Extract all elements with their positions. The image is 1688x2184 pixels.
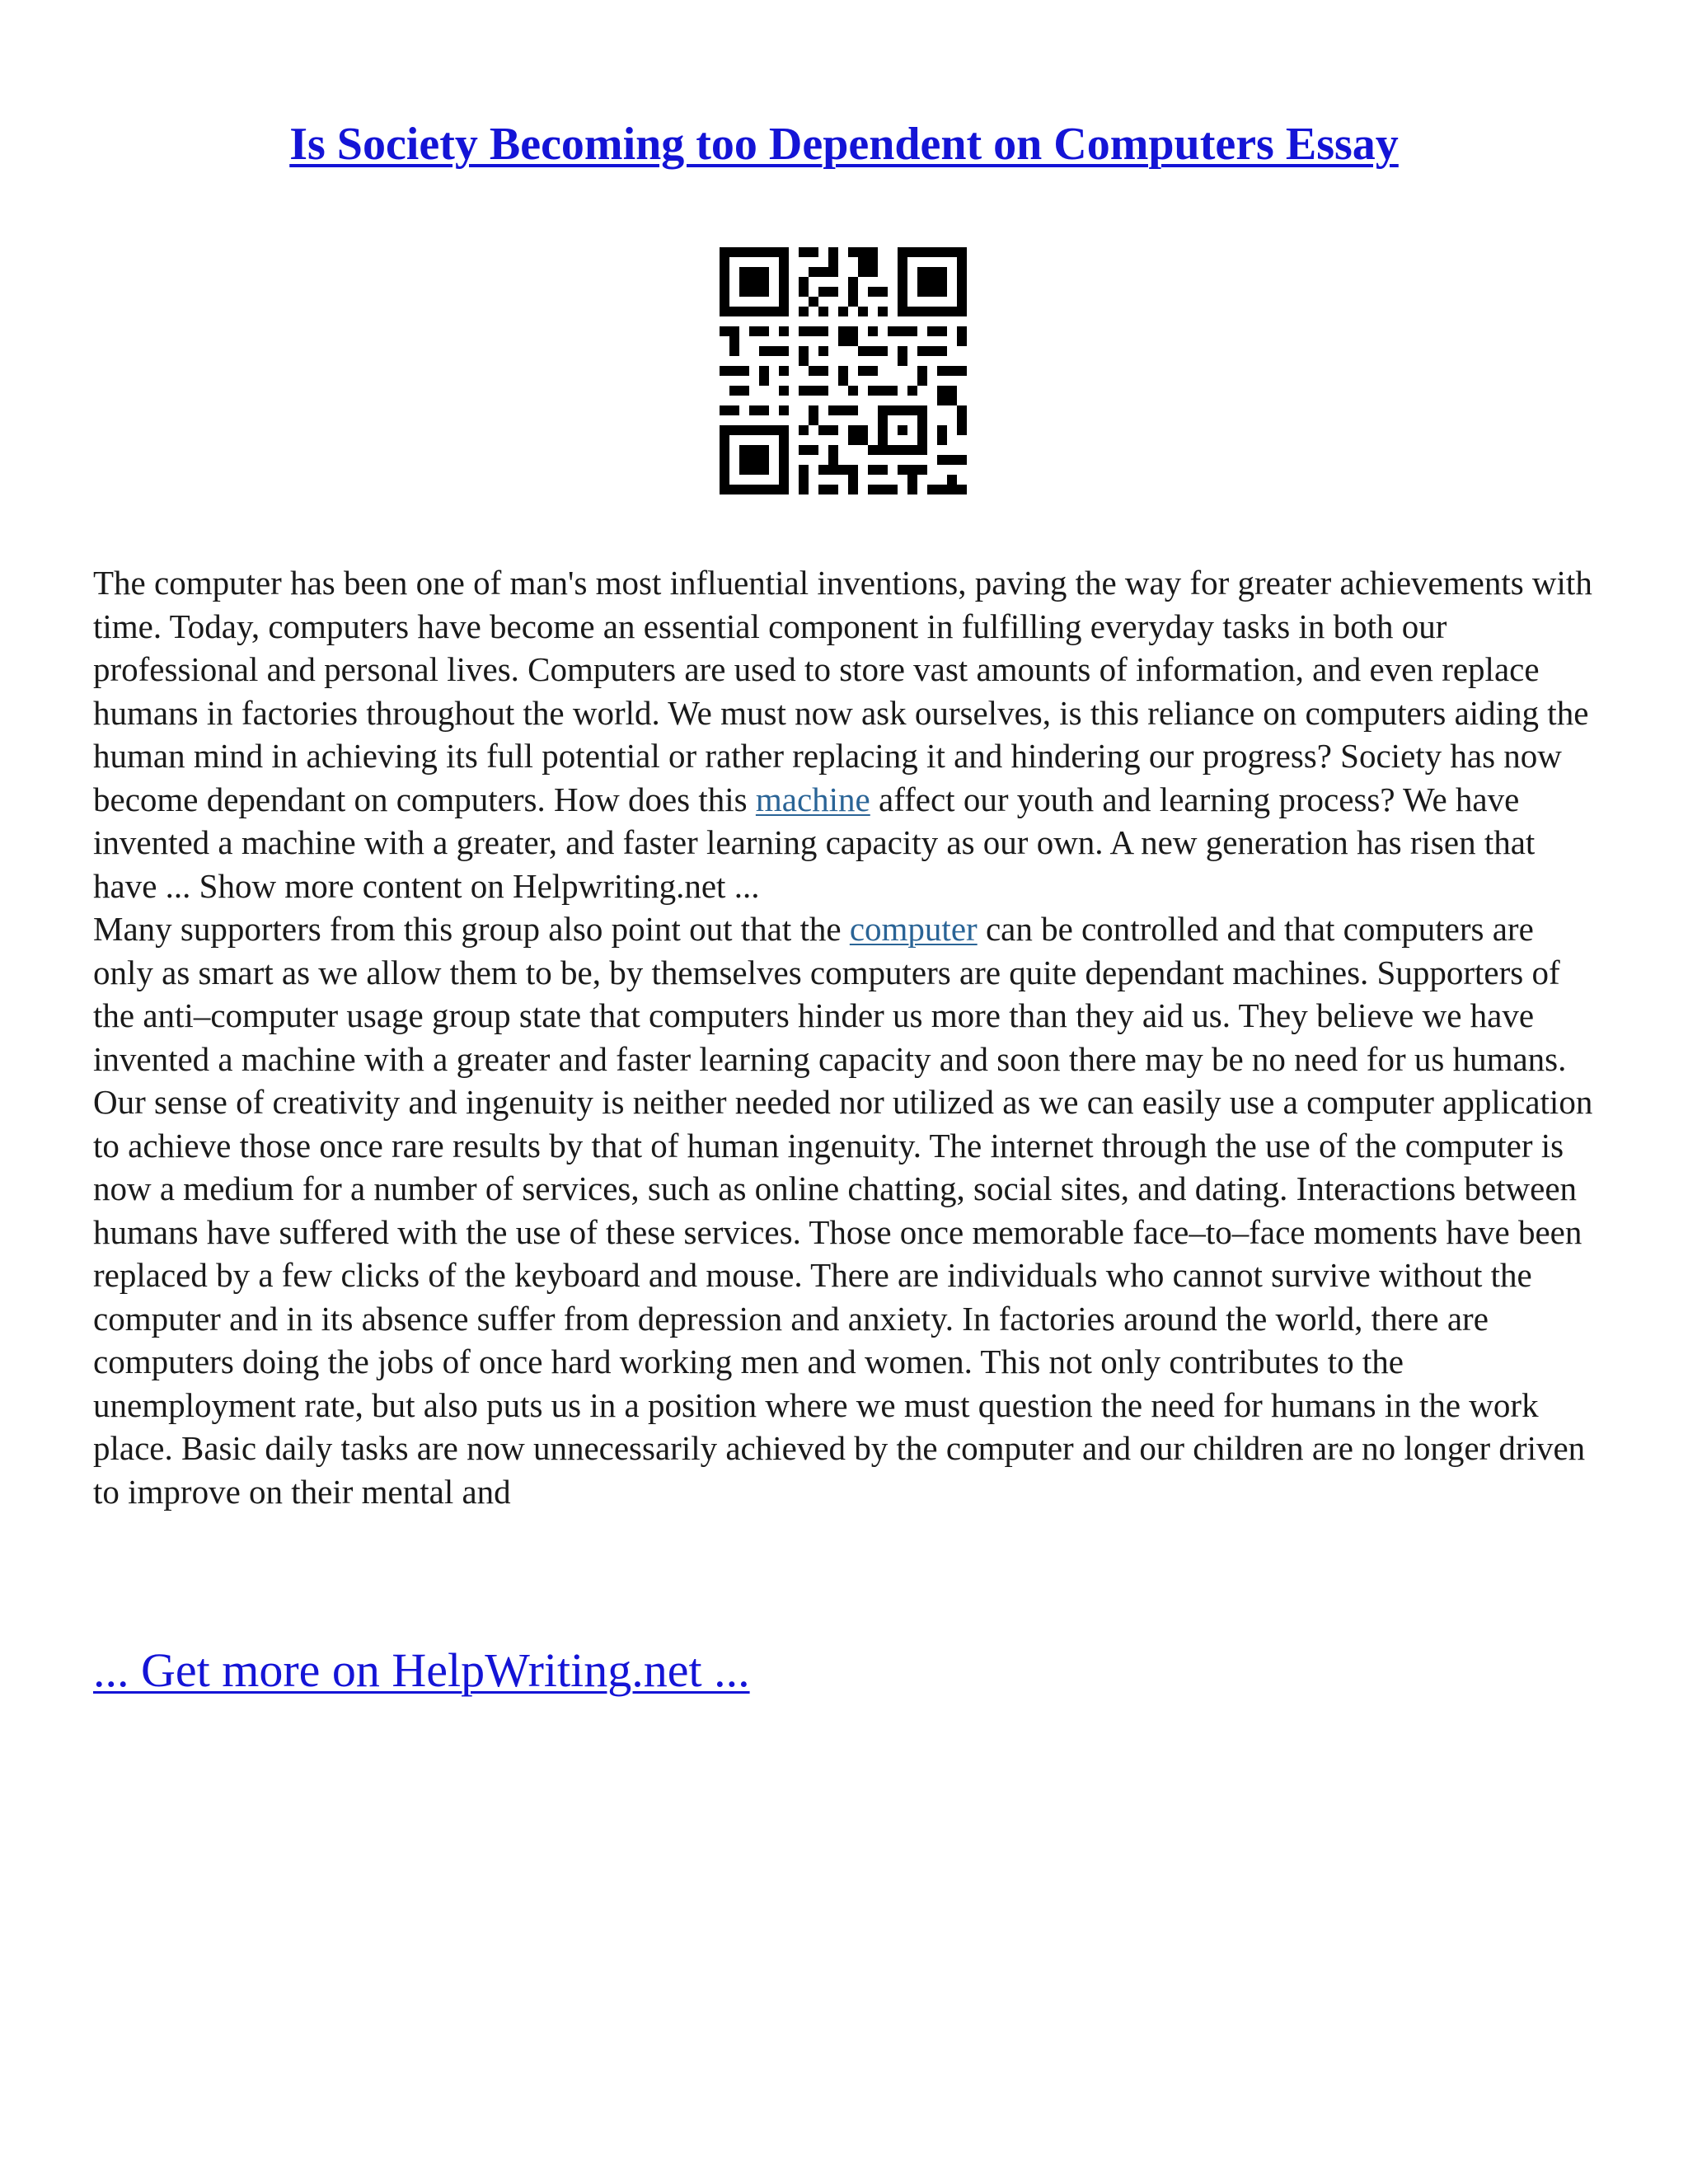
machine-link[interactable]: machine — [755, 780, 870, 818]
paragraph-2 — [93, 907, 1601, 1513]
paragraph-1-text-end: affect our youth and learning process? We have invented a machine with a greater, and faster learning capacity as our own. A new generation has risen that have ... Show more content on Helpwriting.net ... — [93, 780, 1536, 905]
paragraph-1 — [93, 561, 1601, 907]
page-title — [0, 115, 1688, 173]
get-more-link[interactable]: ... Get more on HelpWriting.net ... — [93, 1643, 750, 1697]
paragraph-1-text-start: The computer has been one of man's most influential inventions, paving the way for greater achievements with time. Today, computers have become an essential component in fulfilling everyday tasks in both our professional and personal lives. Computers are used to store vast amounts of information, and even replace humans in factories throughout the world. We must now ask ourselves, is this reliance on computers aiding the human mind in achieving its full potential or rather replacing it and hindering our progress? Society has now become dependant on computers. How does this — [93, 564, 1592, 818]
essay-body — [93, 561, 1601, 1513]
paragraph-2-text-end: can be controlled and that computers are only as smart as we allow them to be, by themselves computers are quite dependant machines. Supporters of the anti–computer usage group state that computers hinder us more than they aid us. They believe we have invented a machine with a greater and faster learning capacity and soon there may be no need for us humans. Our sense of creativity and ingenuity is neither needed nor utilized as we can easily use a computer application to achieve those once rare results by that of human ingenuity. The internet through the use of the computer is now a medium for a number of services, such as online chatting, social sites, and dating. Interactions between humans have suffered with the use of these services. Those once memorable face–to–face moments have been replaced by a few clicks of the keyboard and mouse. There are individuals who cannot survive without the computer and in its absence suffer from depression and anxiety. In factories around the world, there are computers doing the jobs of once hard working men and women. This not only contributes to the unemployment rate, but also puts us in a position where we must question the need for humans in the work place. Basic daily tasks are now unnecessarily achieved by the computer and our children are no longer driven to improve on their mental and — [93, 910, 1593, 1511]
title-link[interactable]: Is Society Becoming too Dependent on Computers Essay — [289, 119, 1399, 170]
qr-code-icon — [720, 247, 967, 494]
paragraph-2-text-start: Many supporters from this group also point out that the — [93, 910, 850, 948]
computer-link[interactable]: computer — [849, 910, 978, 948]
